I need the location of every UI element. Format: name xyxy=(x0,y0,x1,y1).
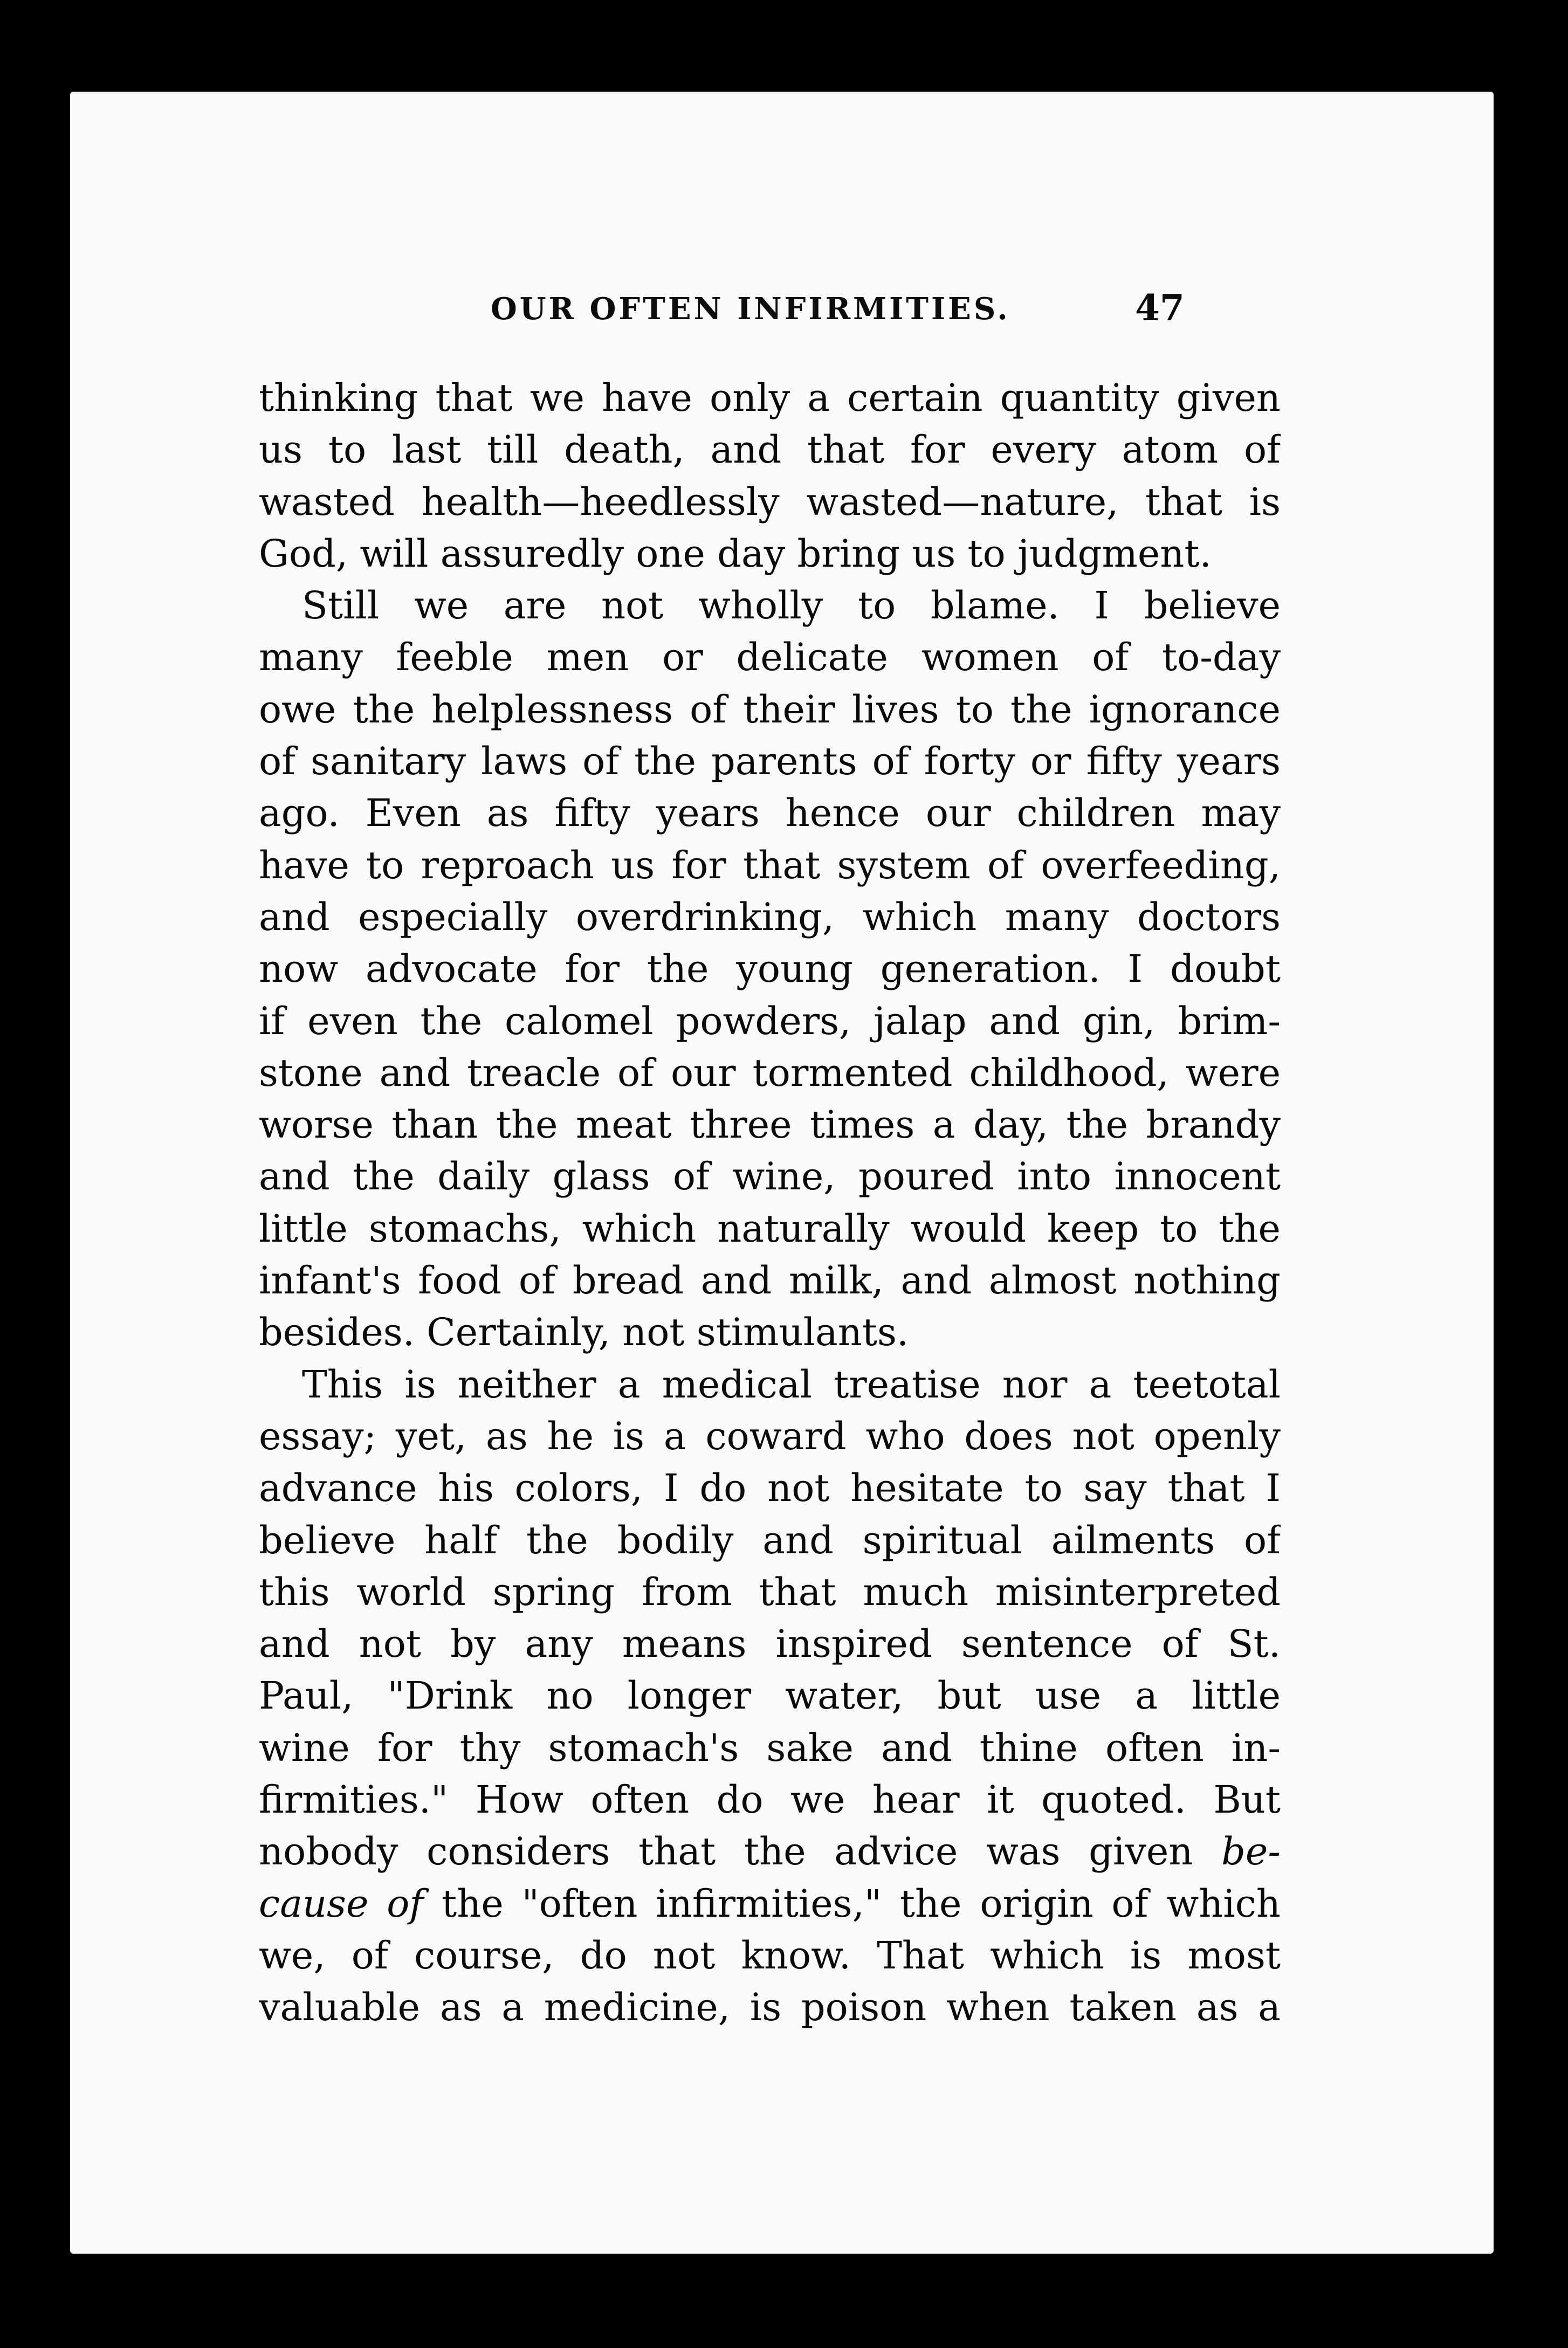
text-line: if even the calomel powders, jalap and gin, brim- xyxy=(259,999,1281,1043)
text-line: stone and treacle of our tormented childhood, were xyxy=(259,1050,1281,1095)
text-line: ago. Even as fifty years hence our children may xyxy=(259,791,1281,836)
paragraph-start-line: This is neither a medical treatise nor a teetotal xyxy=(302,1362,1281,1407)
italic-word: cause of xyxy=(259,1881,424,1926)
text-line: wine for thy stomach's sake and thine often in- xyxy=(259,1725,1281,1770)
text-line: wasted health—heedlessly wasted—nature, that is xyxy=(259,479,1281,524)
body-text xyxy=(259,372,1281,2034)
text-line: advance his colors, I do not hesitate to say that I xyxy=(259,1466,1281,1511)
text-line: many feeble men or delicate women of to-day xyxy=(259,635,1281,680)
text-line: essay; yet, as he is a coward who does not openly xyxy=(259,1414,1281,1458)
text-line xyxy=(259,1826,1281,1877)
text-line: little stomachs, which naturally would keep to the xyxy=(259,1206,1281,1251)
text-line: God, will assuredly one day bring us to judgment. xyxy=(259,531,1212,576)
page-number: 47 xyxy=(1135,287,1185,329)
text-line: besides. Certainly, not stimulants. xyxy=(259,1310,909,1355)
text-line xyxy=(259,1878,1281,1930)
text-line: Paul, "Drink no longer water, but use a little xyxy=(259,1674,1281,1718)
text-line: firmities." How often do we hear it quoted. But xyxy=(259,1778,1281,1822)
text-line: and the daily glass of wine, poured into innocent xyxy=(259,1154,1281,1199)
text-line: us to last till death, and that for every atom of xyxy=(259,428,1281,472)
text-line: believe half the bodily and spiritual ailments of xyxy=(259,1518,1281,1562)
italic-word: be- xyxy=(1221,1829,1281,1874)
text-line: thinking that we have only a certain quantity given xyxy=(259,376,1281,420)
text-line: valuable as a medicine, is poison when taken as a xyxy=(259,1985,1281,2030)
paragraph-start-line: Still we are not wholly to blame. I believe xyxy=(302,583,1281,628)
text-line: of sanitary laws of the parents of forty or fifty years xyxy=(259,739,1281,784)
text-line: infant's food of bread and milk, and almost nothing xyxy=(259,1258,1281,1303)
text-line: now advocate for the young generation. I doubt xyxy=(259,947,1281,991)
text-line: this world spring from that much misinterpreted xyxy=(259,1569,1281,1614)
chapter-title: OUR OFTEN INFIRMITIES. xyxy=(491,291,1010,327)
text-line: worse than the meat three times a day, the brandy xyxy=(259,1103,1281,1147)
text-line: owe the helplessness of their lives to the ignorance xyxy=(259,687,1281,732)
book-page xyxy=(70,92,1494,2254)
text-line: we, of course, do not know. That which is most xyxy=(259,1933,1281,1978)
line-segment: the "often infirmities," the origin of which xyxy=(442,1881,1281,1926)
text-line: and especially overdrinking, which many doctors xyxy=(259,894,1281,939)
text-line: and not by any means inspired sentence of St. xyxy=(259,1622,1281,1667)
line-segment: nobody considers that the advice was given xyxy=(259,1829,1193,1874)
text-line: have to reproach us for that system of overfeeding, xyxy=(259,843,1281,887)
